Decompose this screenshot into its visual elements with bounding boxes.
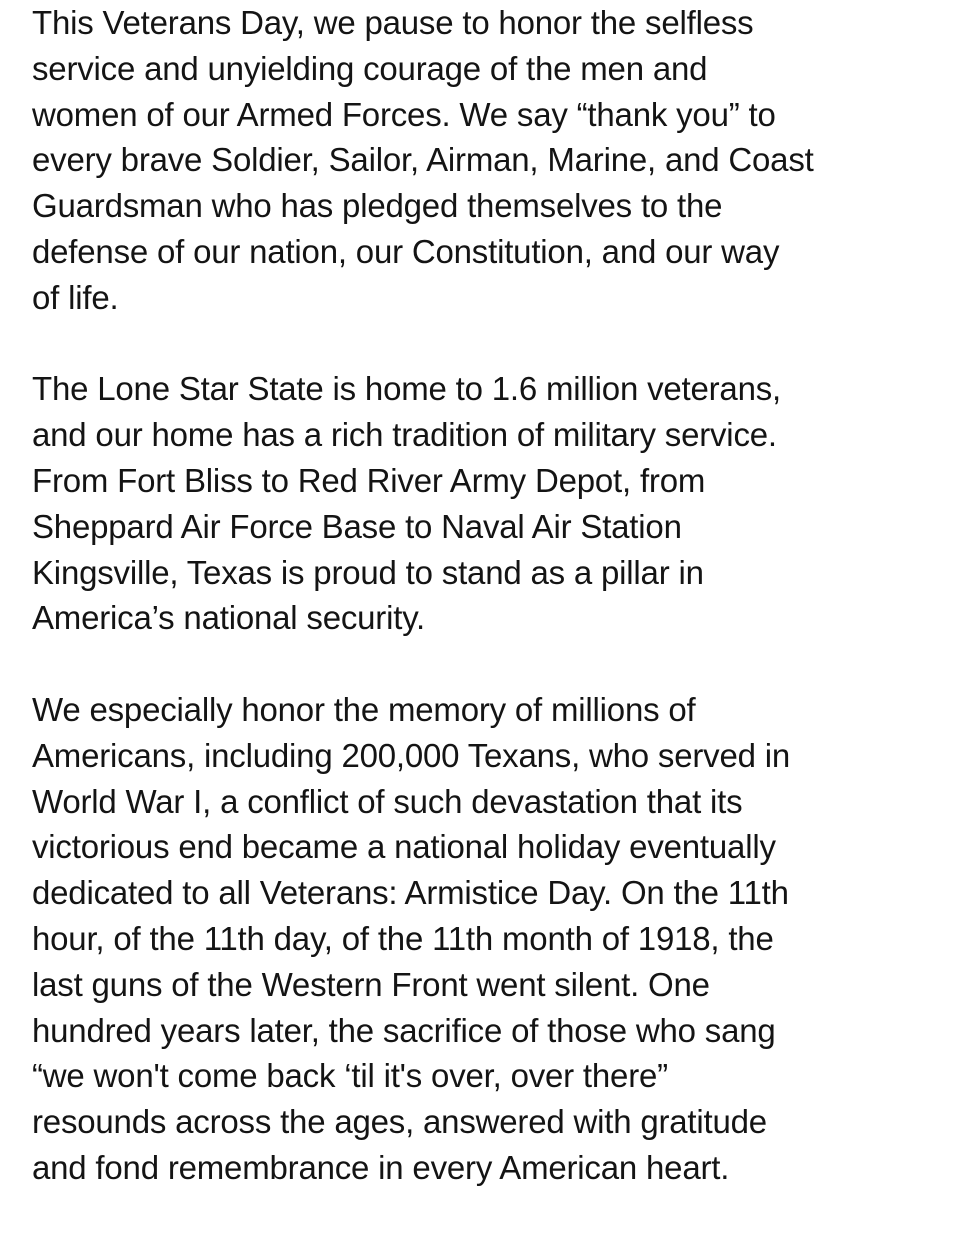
text-line: service and unyielding courage of the men and [32, 49, 708, 87]
text-line: This Veterans Day, we pause to honor the selfless [32, 4, 754, 41]
veterans-day-statement [32, 0, 942, 1237]
text-line: defense of our nation, our Constitution, and our way [32, 232, 780, 270]
text-line: hundred years later, the sacrifice of those who sang [32, 1011, 776, 1049]
text-line: From Fort Bliss to Red River Army Depot, from [32, 461, 706, 499]
text-line: and fond remembrance in every American heart. [32, 1148, 730, 1186]
paragraph-texas [32, 366, 942, 641]
text-line: women of our Armed Forces. We say “thank you” to [32, 95, 776, 133]
paragraph-tribute [32, 0, 942, 321]
text-line: World War I, a conflict of such devastation that its [32, 782, 743, 820]
text-line: Guardsman who has pledged themselves to the [32, 187, 723, 225]
text-line: “we won't come back ‘til it's over, over there” [32, 1057, 668, 1095]
text-line: Kingsville, Texas is proud to stand as a pillar in [32, 553, 704, 591]
text-line: every brave Soldier, Sailor, Airman, Marine, and Coast [32, 141, 814, 179]
text-line: Americans, including 200,000 Texans, who served in [32, 736, 791, 774]
text-line: and our home has a rich tradition of military service. [32, 416, 777, 454]
text-line: victorious end became a national holiday eventually [32, 828, 776, 866]
text-line: We especially honor the memory of millions of [32, 690, 696, 728]
text-line: Sheppard Air Force Base to Naval Air Station [32, 507, 682, 545]
text-line: of life. [32, 278, 119, 316]
paragraph-armistice [32, 687, 942, 1191]
text-line: last guns of the Western Front went silent. One [32, 965, 710, 1003]
text-line: resounds across the ages, answered with gratitude [32, 1103, 767, 1141]
text-line: dedicated to all Veterans: Armistice Day. On the 11th [32, 874, 789, 912]
text-line: America’s national security. [32, 599, 426, 637]
text-line: hour, of the 11th day, of the 11th month of 1918, the [32, 919, 774, 957]
text-line: The Lone Star State is home to 1.6 million veterans, [32, 370, 782, 408]
